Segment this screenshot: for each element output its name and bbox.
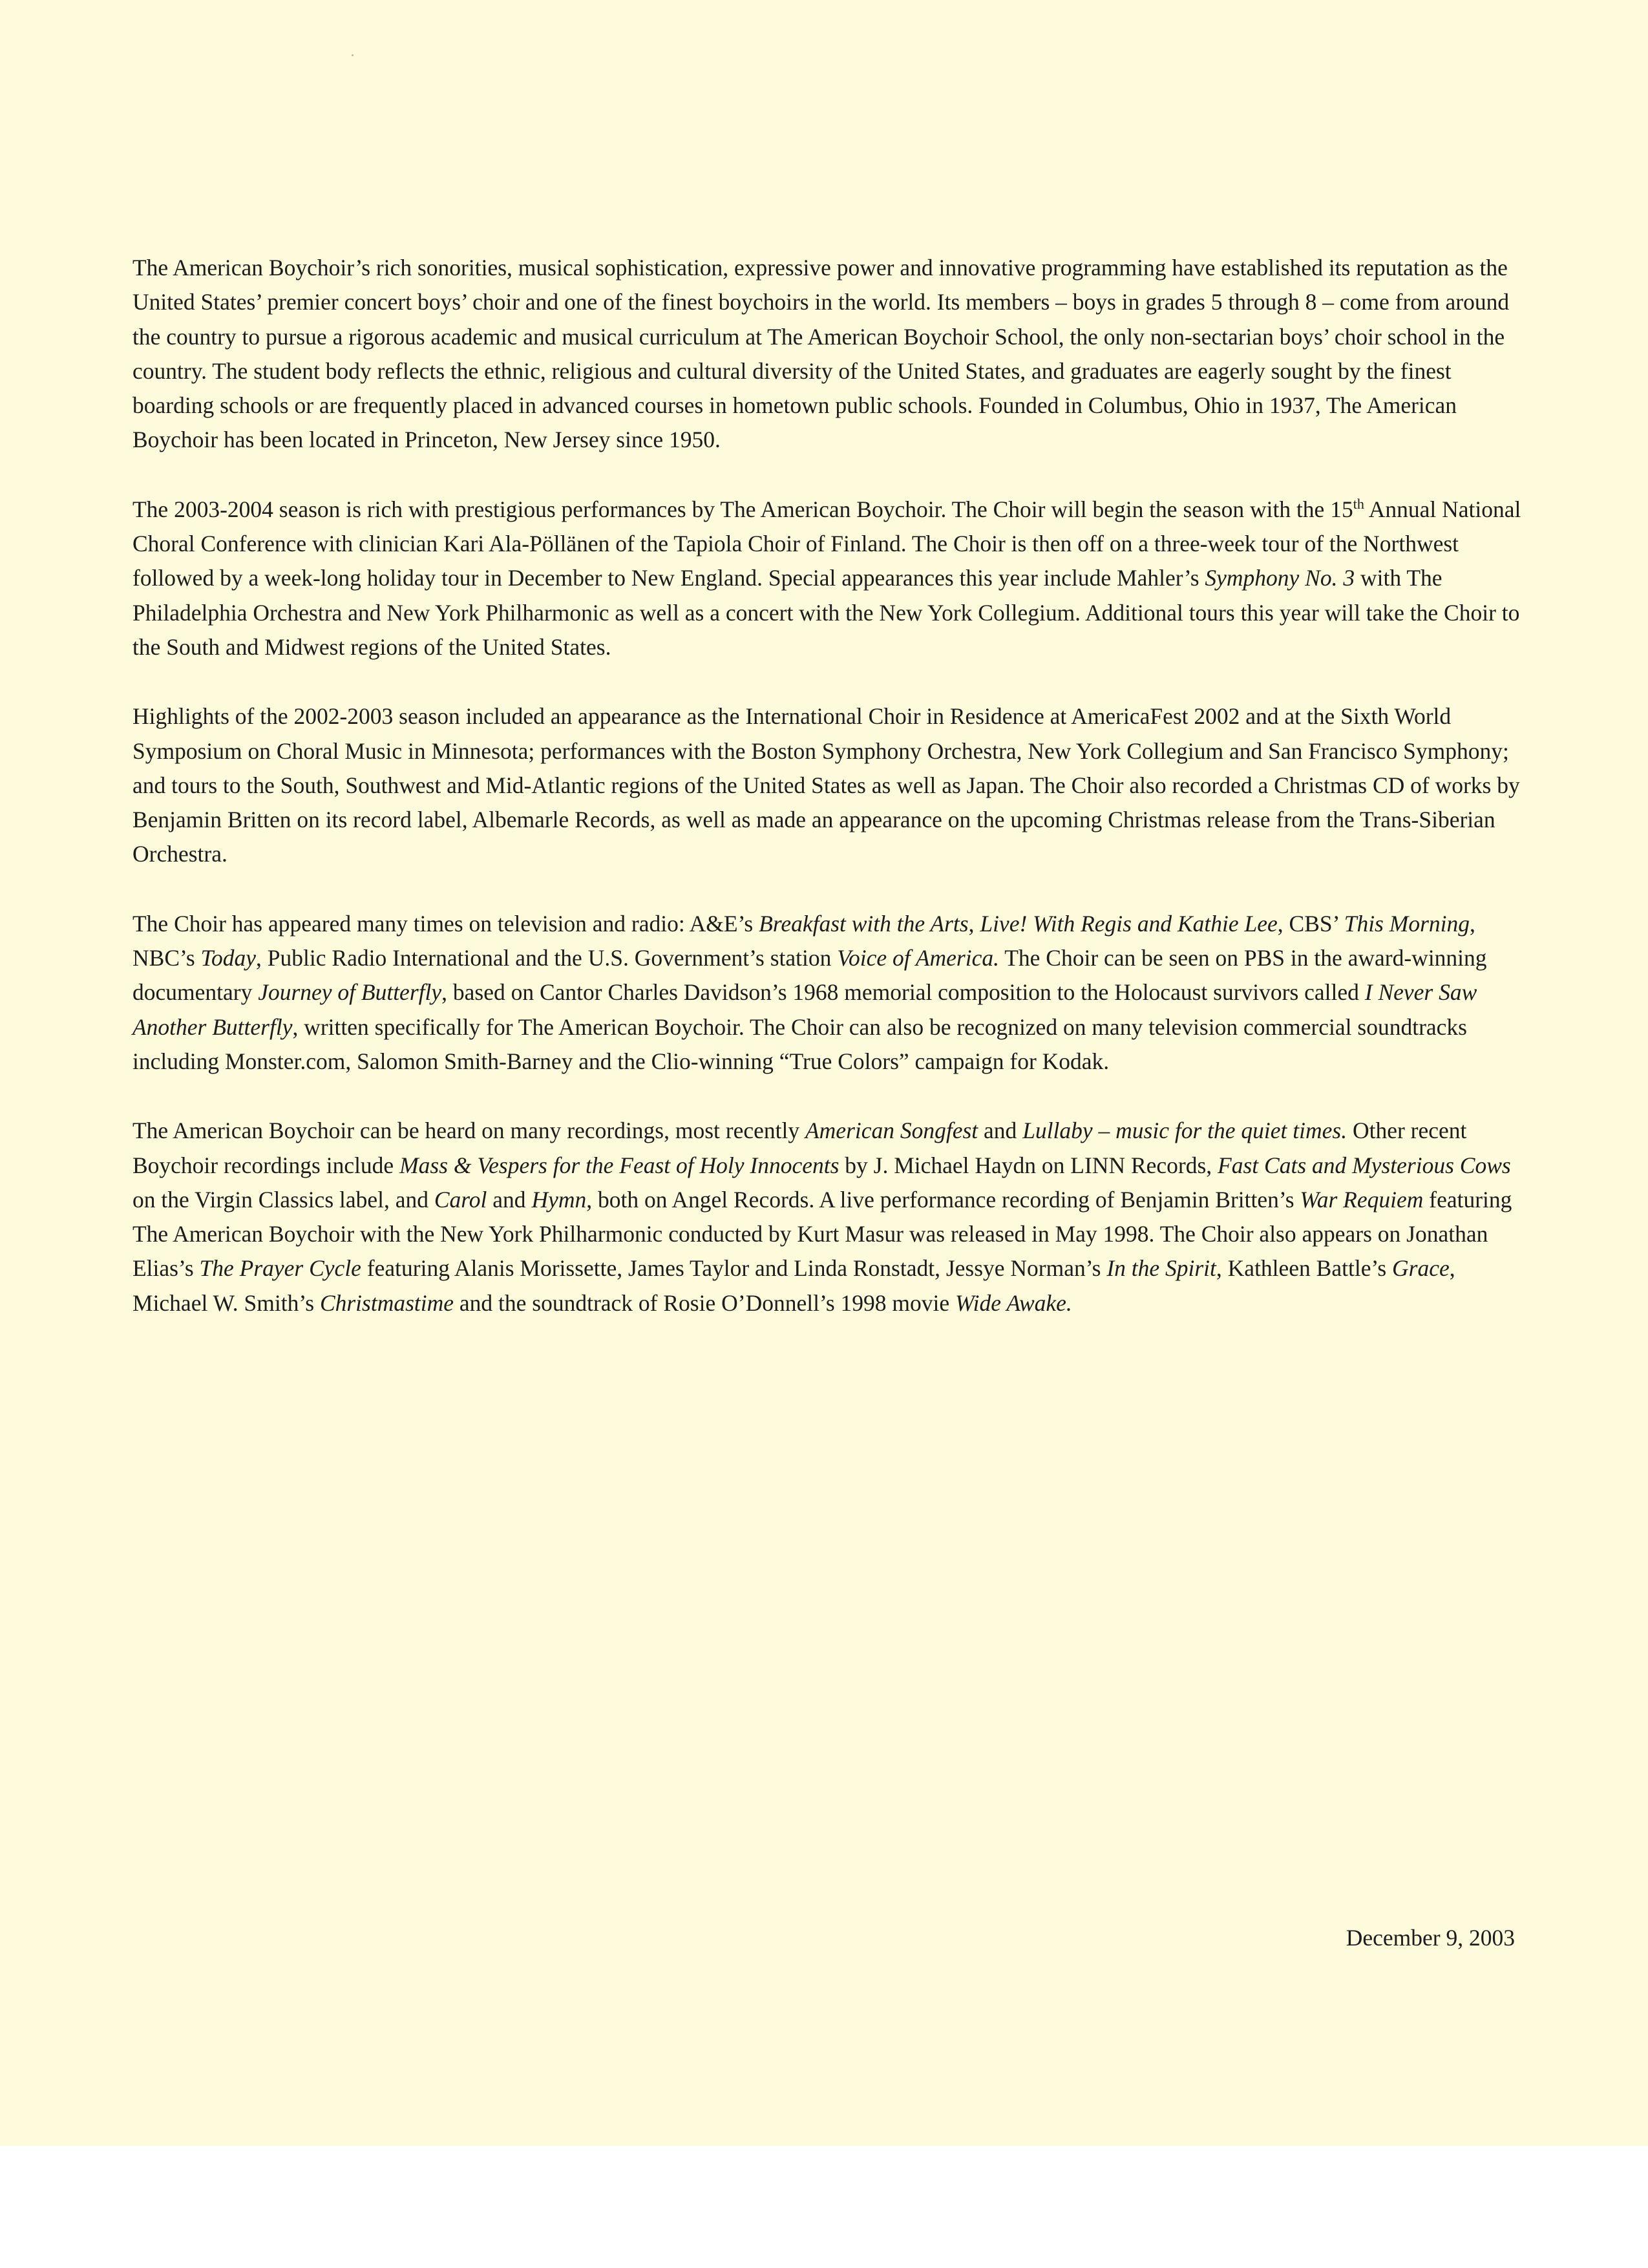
- italic-title: Live! With Regis and Kathie Lee: [980, 910, 1278, 937]
- italic-title: I Never Saw Another Butterfly: [132, 979, 1477, 1040]
- scan-margin: [0, 2146, 1648, 2268]
- paragraph-current-season: [132, 493, 1522, 664]
- italic-title: Fast Cats and Mysterious Cows: [1218, 1152, 1511, 1178]
- italic-title: Today: [200, 945, 257, 971]
- italic-title: Wide Awake.: [955, 1289, 1072, 1316]
- italic-title: Symphony No. 3: [1205, 565, 1355, 591]
- scan-speck: [352, 54, 354, 56]
- text-run: featuring Alanis Morissette, James Taylor and Linda Ronstadt, Jessye Norman’s: [361, 1255, 1107, 1282]
- text-run: The American Boychoir can be heard on many recordings, most recently: [132, 1118, 805, 1144]
- text-run: , Kathleen Battle’s: [1216, 1255, 1393, 1282]
- italic-title: Carol: [434, 1186, 487, 1213]
- paragraph-recordings: [132, 1114, 1522, 1320]
- text-run: and: [978, 1118, 1023, 1144]
- italic-title: Grace: [1392, 1255, 1450, 1282]
- text-run: The American Boychoir’s rich sonorities, musical sophistication, expressive power and innovative programming have established its reputation as the United States’ premier concert boys’ choir and one of the finest boychoirs in the world. Its members – boys in grades 5 through 8 – come from around the country to pursue a rigorous academic and musical curriculum at The American Boychoir School, the only non-sectarian boys’ choir school in the country. The student body reflects the ethnic, religious and cultural diversity of the United States, and graduates are eagerly sought by the finest boarding schools or are frequently placed in advanced courses in hometown public schools. Founded in Columbus, Ohio in 1937, The American Boychoir has been located in Princeton, New Jersey since 1950.: [132, 255, 1510, 453]
- text-run: , written specifically for The American Boychoir. The Choir can also be recognized on many television commercial soundtracks including Monster.com, Salomon Smith-Barney and the Clio-winning “True Colors” campaign for Kodak.: [132, 1013, 1467, 1074]
- text-run: on the Virgin Classics label, and: [132, 1186, 434, 1213]
- superscript: th: [1353, 495, 1364, 512]
- text-run: , Michael W. Smith’s: [132, 1255, 1455, 1316]
- text-run: and the soundtrack of Rosie O’Donnell’s 1998 movie: [454, 1289, 955, 1316]
- italic-title: Lullaby – music for the quiet times.: [1022, 1118, 1347, 1144]
- text-run: Highlights of the 2002-2003 season included an appearance as the International Choir in Residence at AmericaFest 2002 and at the Sixth World Symposium on Choral Music in Minnesota; performances with the Boston Symphony Orchestra, New York Collegium and San Francisco Symphony; and tours to the South, Southwest and Mid-Atlantic regions of the United States as well as Japan. The Choir also recorded a Christmas CD of works by Benjamin Britten on its record label, Albemarle Records, as well as made an appearance on the upcoming Christmas release from the Trans-Siberian Orchestra.: [132, 703, 1520, 867]
- text-run: , NBC’s: [132, 910, 1475, 971]
- paragraph-overview: [132, 251, 1522, 458]
- italic-title: Breakfast with the Arts: [759, 910, 969, 937]
- text-run: , Public Radio International and the U.S. Government’s station: [256, 945, 838, 971]
- italic-title: American Songfest: [805, 1118, 978, 1144]
- paragraph-past-highlights: [132, 699, 1522, 871]
- paragraph-media-appearances: [132, 907, 1522, 1079]
- body-text: [132, 251, 1522, 1355]
- text-run: , based on Cantor Charles Davidson’s 1968 memorial composition to the Holocaust survivors called: [441, 979, 1365, 1006]
- text-run: , CBS’: [1277, 910, 1344, 937]
- text-run: Other recent Boychoir recordings include: [132, 1118, 1467, 1178]
- italic-title: Voice of America.: [837, 945, 999, 971]
- italic-title: War Requiem: [1300, 1186, 1424, 1213]
- text-run: and: [487, 1186, 532, 1213]
- document-date: December 9, 2003: [1346, 1925, 1515, 1951]
- text-run: The Choir can be seen on PBS in the award-winning documentary: [132, 945, 1487, 1006]
- text-run: with The Philadelphia Orchestra and New York Philharmonic as well as a concert with the New York Collegium. Additional tours this year will take the Choir to the South and Midwest regions of the United States.: [132, 565, 1520, 660]
- text-run: The Choir has appeared many times on television and radio: A&E’s: [132, 910, 759, 937]
- text-run: ,: [968, 910, 980, 937]
- italic-title: In the Spirit: [1106, 1255, 1216, 1282]
- italic-title: Mass & Vespers for the Feast of Holy Innocents: [399, 1152, 840, 1178]
- text-run: Annual National Choral Conference with clinician Kari Ala-Pöllänen of the Tapiola Choir of Finland. The Choir is then off on a three-week tour of the Northwest followed by a week-long holiday tour in December to New England. Special appearances this year include Mahler’s: [132, 496, 1521, 591]
- text-run: by J. Michael Haydn on LINN Records,: [839, 1152, 1218, 1178]
- italic-title: The Prayer Cycle: [199, 1255, 361, 1282]
- text-run: The 2003-2004 season is rich with prestigious performances by The American Boychoir. The Choir will begin the season with the 15: [132, 496, 1353, 522]
- italic-title: Journey of Butterfly: [258, 979, 442, 1006]
- text-run: featuring The American Boychoir with the New York Philharmonic conducted by Kurt Masur was released in May 1998. The Choir also appears on Jonathan Elias’s: [132, 1186, 1512, 1282]
- italic-title: Hymn: [531, 1186, 587, 1213]
- italic-title: This Morning: [1344, 910, 1470, 937]
- italic-title: Christmastime: [319, 1289, 454, 1316]
- text-run: , both on Angel Records. A live performance recording of Benjamin Britten’s: [586, 1186, 1300, 1213]
